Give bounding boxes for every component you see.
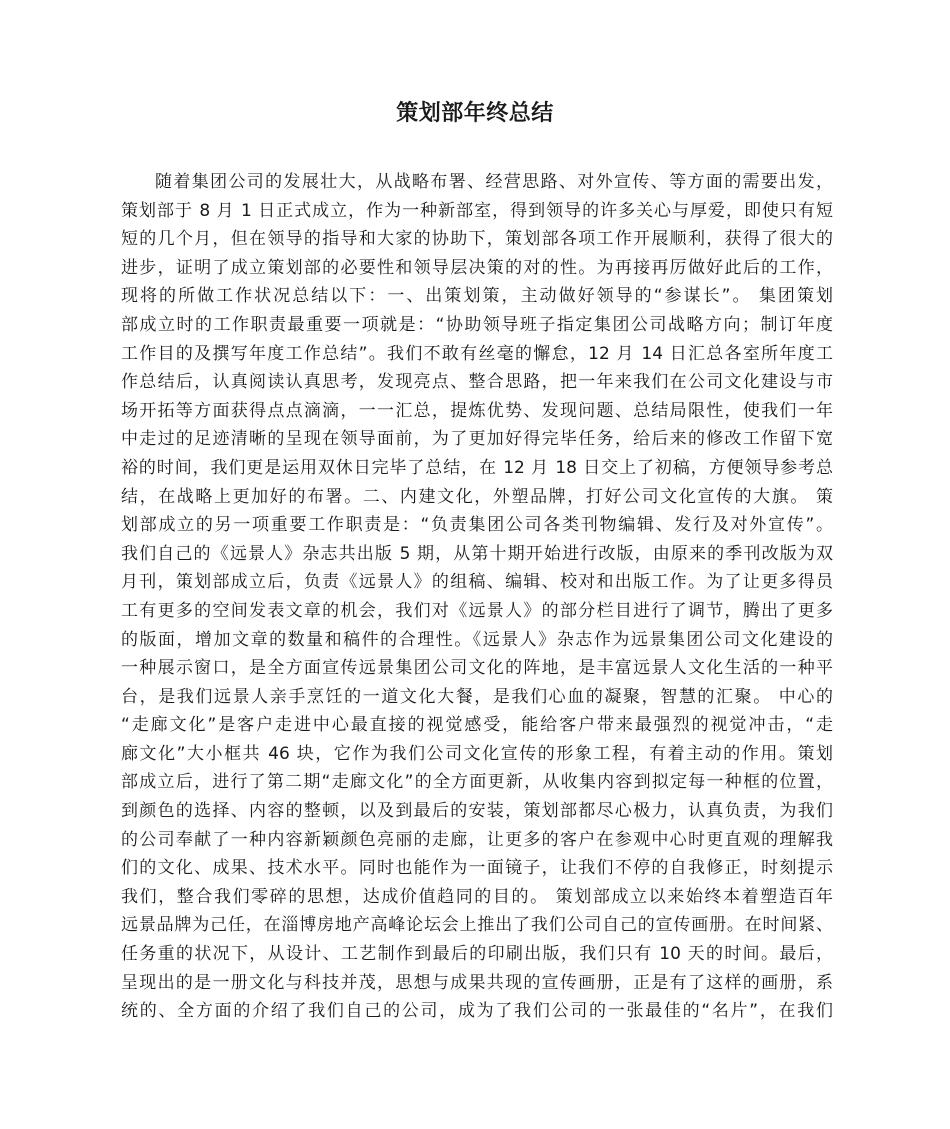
body-text-line: 我们自己的《远景人》杂志共出版 5 期，从第十期开始进行改版，由原来的季刊改版为双	[121, 543, 833, 564]
body-text-line: 台，是我们远景人亲手烹饪的一道文化大餐，是我们心血的凝聚，智慧的汇聚。 中心的	[121, 686, 833, 707]
body-text-line: 廊文化”大小框共 46 块，它作为我们公司文化宣传的形象工程，有着主动的作用。策划	[121, 743, 833, 764]
body-text-line: 裕的时间，我们更是运用双休日完毕了总结，在 12 月 18 日交上了初稿，方便领导参考总	[121, 457, 833, 478]
body-text-line: 短的几个月，但在领导的指导和大家的协助下，策划部各项工作开展顺利，获得了很大的	[121, 229, 833, 250]
body-text-line: 结，在战略上更加好的布署。二、内建文化，外塑品牌，打好公司文化宣传的大旗。 策	[121, 486, 833, 507]
body-text-line: 任务重的状况下，从设计、工艺制作到最后的印刷出版，我们只有 10 天的时间。最后，	[121, 944, 833, 965]
body-text-line: 进步，证明了成立策划部的必要性和领导层决策的对的性。为再接再厉做好此后的工作，	[121, 257, 833, 278]
body-text-line: 部成立时的工作职责最重要一项就是：“协助领导班子指定集团公司战略方向；制订年度	[121, 314, 833, 335]
body-text-line: 随着集团公司的发展壮大，从战略布署、经营思路、对外宣传、等方面的需要出发，	[155, 172, 833, 192]
document-body	[121, 168, 833, 1026]
body-text-line: 工作目的及撰写年度工作总结”。我们不敢有丝毫的懈怠，12 月 14 日汇总各室所年度工	[121, 343, 833, 364]
body-text-line: “走廊文化”是客户走进中心最直接的视觉感受，能给客户带来最强烈的视觉冲击，“走	[121, 715, 833, 736]
body-text-line: 呈现出的是一册文化与科技并茂，思想与成果共现的宣传画册，正是有了这样的画册，系	[121, 972, 833, 993]
body-text-line: 远景品牌为己任，在淄博房地产高峰论坛会上推出了我们公司自己的宣传画册。在时间紧、	[121, 915, 833, 936]
body-text-line: 工有更多的空间发表文章的机会，我们对《远景人》的部分栏目进行了调节，腾出了更多	[121, 600, 833, 621]
body-text-line: 我们，整合我们零碎的思想，达成价值趋同的目的。 策划部成立以来始终本着塑造百年	[121, 886, 833, 907]
body-text-line: 统的、全方面的介绍了我们自己的公司，成为了我们公司的一张最佳的“名片”，在我们	[121, 1001, 833, 1022]
body-text-line: 一种展示窗口，是全方面宣传远景集团公司文化的阵地，是丰富远景人文化生活的一种平	[121, 658, 833, 679]
body-text-line: 月刊，策划部成立后，负责《远景人》的组稿、编辑、校对和出版工作。为了让更多得员	[121, 572, 833, 593]
body-text-line: 中走过的足迹清晰的呈现在领导面前，为了更加好得完毕任务，给后来的修改工作留下宽	[121, 429, 833, 450]
body-text-line: 场开拓等方面获得点点滴滴，一一汇总，提炼优势、发现问题、总结局限性，使我们一年	[121, 400, 833, 421]
body-text-line: 们的文化、成果、技术水平。同时也能作为一面镜子，让我们不停的自我修正，时刻提示	[121, 858, 833, 879]
document-title: 策划部年终总结	[396, 101, 554, 126]
body-text-line: 部成立后，进行了第二期“走廊文化”的全方面更新，从收集内容到拟定每一种框的位置，	[121, 772, 833, 793]
body-text-line: 到颜色的选择、内容的整顿，以及到最后的安装，策划部都尽心极力，认真负责，为我们	[121, 801, 833, 822]
body-text-line: 的公司奉献了一种内容新颖颜色亮丽的走廊，让更多的客户在参观中心时更直观的理解我	[121, 829, 833, 850]
body-text-line: 的版面，增加文章的数量和稿件的合理性。《远景人》杂志作为远景集团公司文化建设的	[121, 629, 833, 650]
body-text-line: 划部成立的另一项重要工作职责是：“负责集团公司各类刊物编辑、发行及对外宣传”。	[121, 515, 833, 536]
body-text-line: 作总结后，认真阅读认真思考，发现亮点、整合思路，把一年来我们在公司文化建设与市	[121, 372, 833, 393]
body-text-line: 现将的所做工作状况总结以下：一、出策划策，主动做好领导的“参谋长”。 集团策划	[121, 286, 833, 307]
body-text-line: 策划部于 8 月 1 日正式成立，作为一种新部室，得到领导的许多关心与厚爱，即使只有短	[121, 200, 833, 221]
